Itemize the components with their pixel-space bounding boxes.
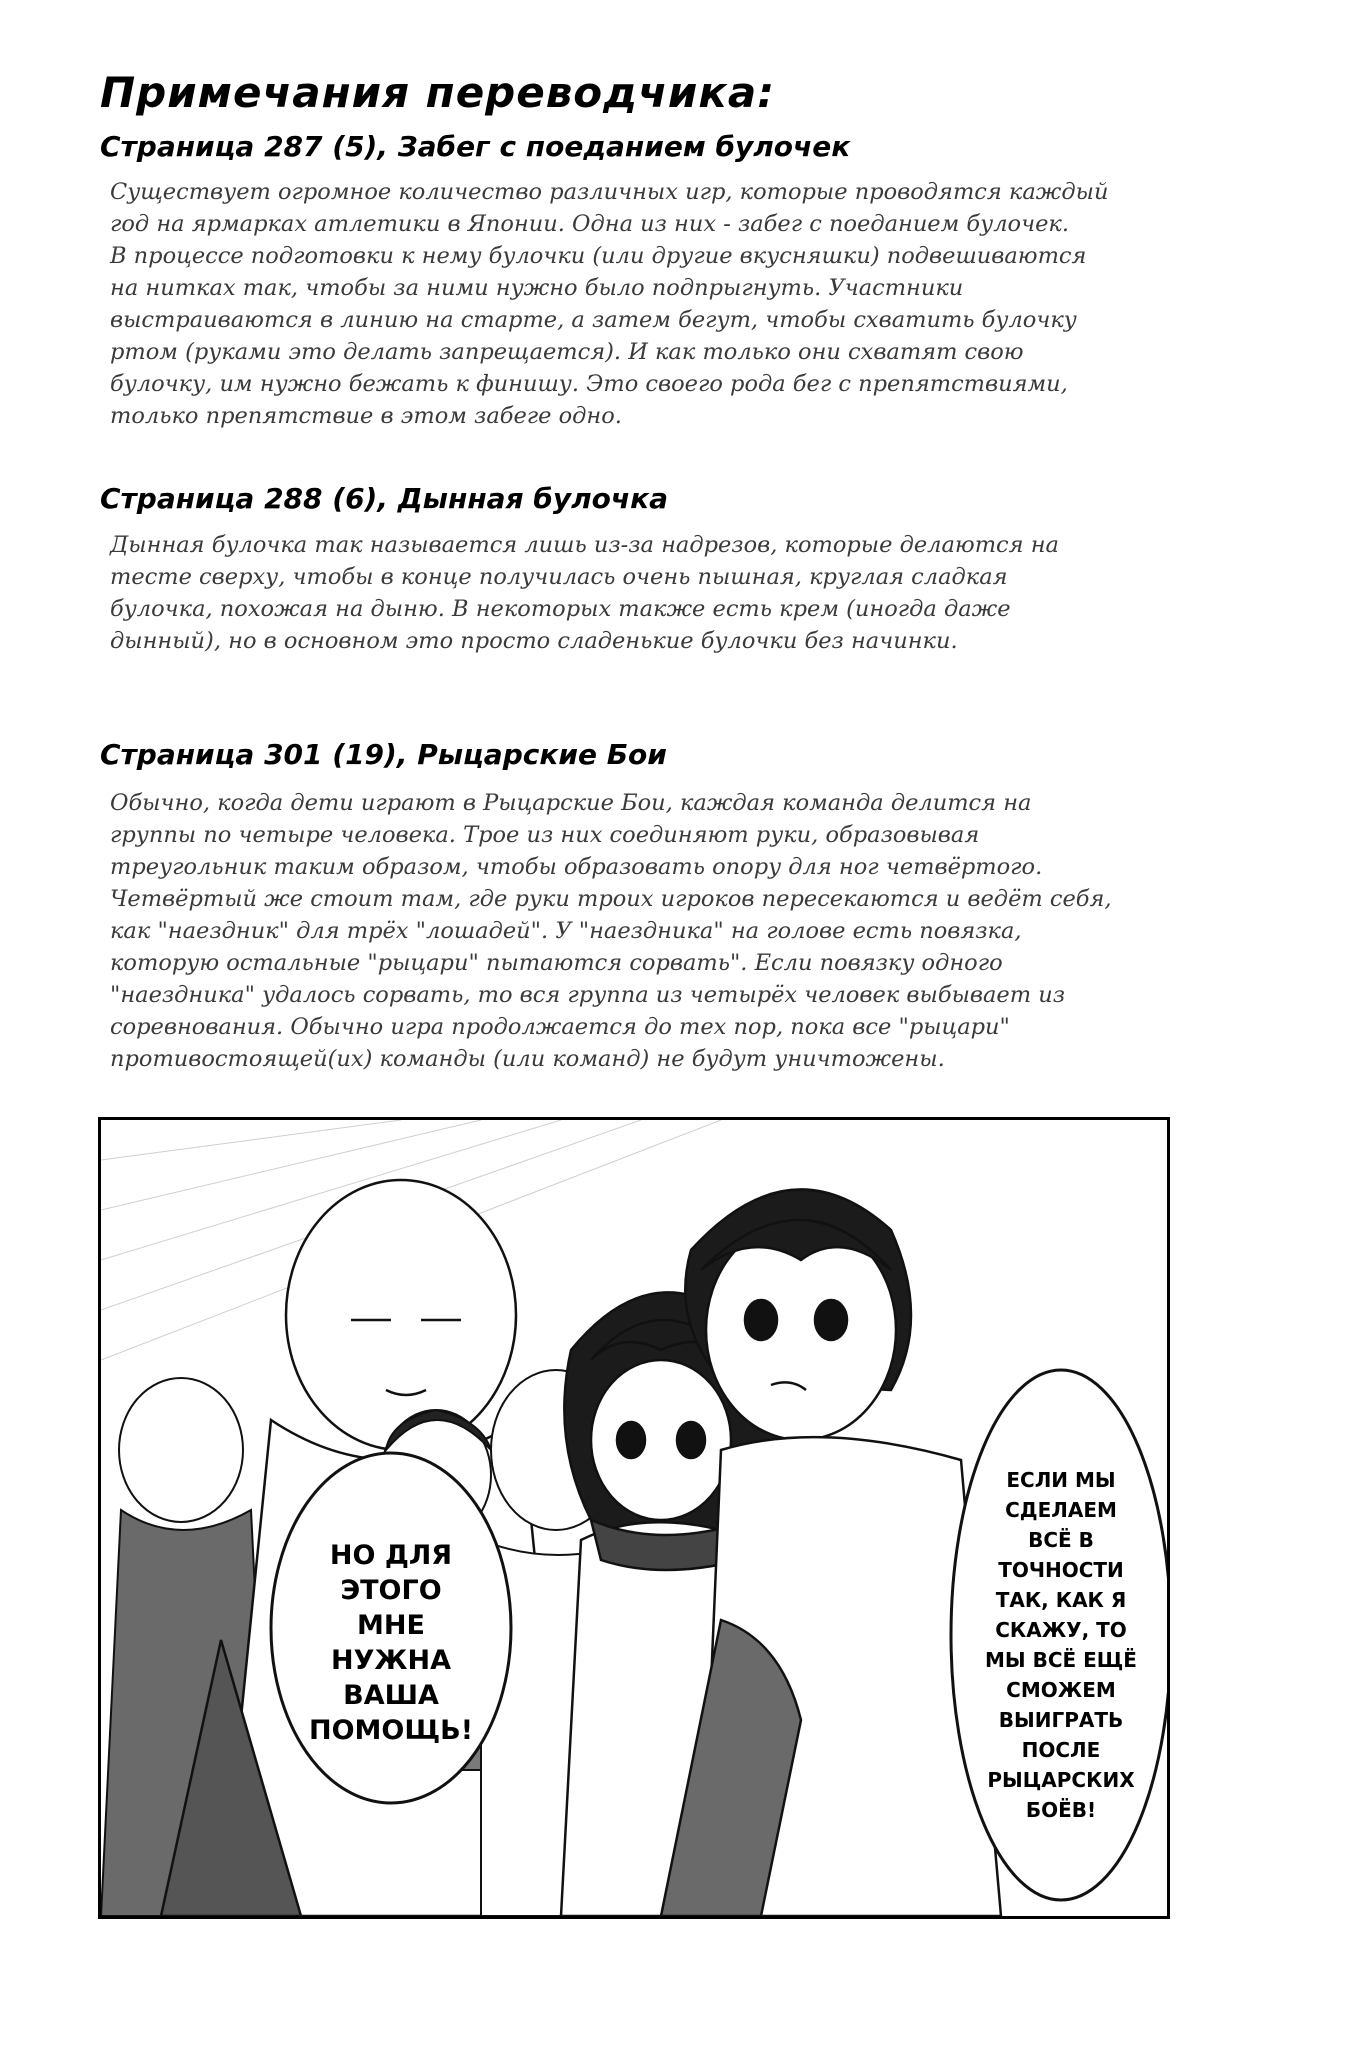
page-title: Примечания переводчика: — [100, 68, 775, 117]
section-heading-knight-battles: Страница 301 (19), Рыцарские Бои — [100, 738, 667, 771]
speech-bubble-right-text: ЕСЛИ МЫ СДЕЛАЕМ ВСЁ В ТОЧНОСТИ ТАК, КАК Я СКАЖУ, ТО МЫ ВСЁ ЕЩЁ СМОЖЕМ ВЫИГРАТЬ ПОСЛЕ РЫЦАРСКИХ БОЁВ! — [985, 1468, 1137, 1822]
section-heading-bread-race: Страница 287 (5), Забег с поеданием булочек — [100, 130, 851, 163]
section-heading-melon-bread: Страница 288 (6), Дынная булочка — [100, 482, 668, 515]
speech-bubble-left-text: НО ДЛЯ ЭТОГО МНЕ НУЖНА ВАША ПОМОЩЬ! — [308, 1540, 474, 1746]
section-body-knight-battles: Обычно, когда дети играют в Рыцарские Бои, каждая команда делится на группы по четыре человека. Трое из них соединяют руки, образовывая треугольник таким образом, чтобы образовать опору для ног четвёртого. Четвёртый же стоит там, где руки троих игроков пересекаются и ведёт себя, как "наездник" для трёх "лошадей". У "наездника" на голове есть повязка, которую остальные "рыцари" пытаются сорвать". Если повязку одного "наездника" удалось сорвать, то вся группа из четырёх человек выбывает из соревнования. Обычно игра продолжается до тех пор, пока все "рыцари" противостоящей(их) команды (или команд) не будут уничтожены. — [110, 790, 1112, 1072]
section-body-melon-bread: Дынная булочка так называется лишь из-за надрезов, которые делаются на тесте сверху, чтобы в конце получилась очень пышная, круглая сладкая булочка, похожая на дыню. В некоторых также есть крем (иногда даже дынный), но в основном это просто сладенькие булочки без начинки. — [110, 532, 1059, 654]
section-body-bread-race: Существует огромное количество различных игр, которые проводятся каждый год на ярмарках атлетики в Японии. Одна из них - забег с поеданием булочек. В процессе подготовки к нему булочки (или другие вкусняшки) подвешиваются на нитках так, чтобы за ними нужно было подпрыгнуть. Участники выстраиваются в линию на старте, а затем бегут, чтобы схватить булочку ртом (руками это делать запрещается). И как только они схватят свою булочку, им нужно бежать к финишу. Это своего рода бег с препятствиями, только препятствие в этом забеге одно. — [110, 179, 1109, 429]
manga-panel — [98, 1117, 1170, 1919]
